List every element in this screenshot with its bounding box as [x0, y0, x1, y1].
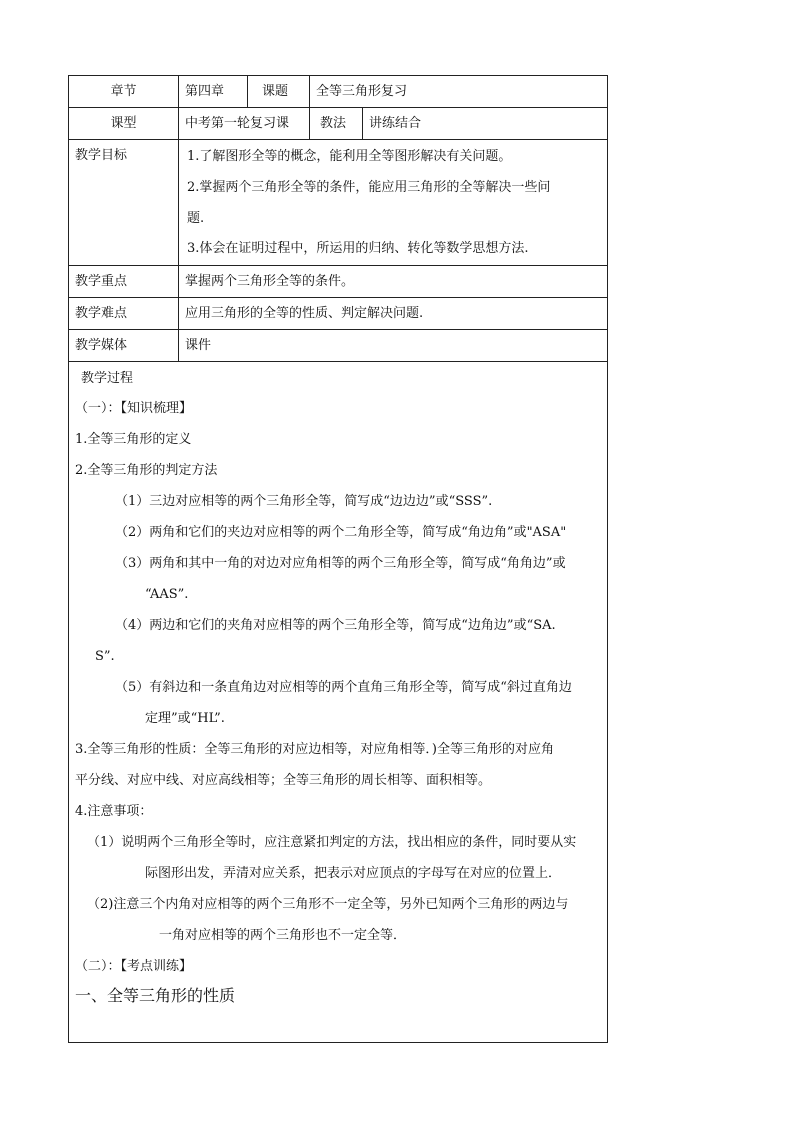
media-row — [69, 330, 607, 362]
objectives-row — [69, 140, 607, 266]
process-line: S”. — [95, 649, 115, 664]
topic-label: 课题 — [248, 76, 310, 107]
objective-item: 2.掌握两个三角形全等的条件，能应用三角形的全等解决一些问 — [187, 180, 551, 195]
difficulty-value: 应用三角形的全等的性质、判定解决问题. — [185, 306, 424, 321]
teaching-process — [69, 362, 607, 1042]
objective-item: 题. — [187, 211, 205, 226]
process-line: 一角对应相等的两个三角形也不一定全等． — [159, 928, 407, 943]
method-label: 教法 — [310, 108, 363, 139]
process-heading: 教学过程 — [81, 371, 134, 386]
process-line: 际图形出发，弄清对应关系，把表示对应顶点的字母写在对应的位置上． — [145, 866, 562, 881]
process-line: （一）：【知识梳理】 — [75, 401, 193, 416]
section-heading: 一、全等三角形的性质 — [75, 986, 236, 1005]
lesson-type-value: 中考第一轮复习课 — [179, 108, 310, 139]
chapter-label: 章节 — [69, 76, 179, 107]
key-point-label: 教学重点 — [69, 266, 179, 297]
objectives-label: 教学目标 — [69, 140, 179, 265]
process-line: （2）两角和它们的夹边对应相等的两个二角形全等，简写成“角边角”或"ASA" — [115, 525, 567, 540]
process-line: 2.全等三角形的判定方法 — [75, 463, 218, 478]
process-line: （二）：【考点训练】 — [75, 959, 193, 974]
process-line: 定理”或“HL”. — [145, 711, 225, 726]
process-line: 1.全等三角形的定义 — [75, 432, 192, 447]
process-line: （1）说明两个三角形全等时，应注意紧扣判定的方法，找出相应的条件，同时要从实 — [87, 835, 577, 850]
process-line: （5）有斜边和一条直角边对应相等的两个直角三角形全等，简写成“斜过直角边 — [115, 680, 572, 695]
topic-value: 全等三角形复习 — [316, 84, 408, 99]
process-line: （3）两角和其中一角的对边对应角相等的两个三角形全等，简写成“角角边”或 — [115, 556, 566, 571]
difficulty-row — [69, 298, 607, 330]
objective-item: 3.体会在证明过程中，所运用的归纳、转化等数学思想方法. — [187, 241, 529, 256]
process-line: 4.注意事项： — [75, 804, 153, 819]
lesson-type-label: 课型 — [69, 108, 179, 139]
process-line: “AAS”. — [145, 587, 189, 602]
chapter-value: 第四章 — [179, 76, 248, 107]
media-label: 教学媒体 — [69, 330, 179, 361]
header-row-1 — [69, 76, 607, 108]
process-line: （4）两边和它们的夹角对应相等的两个三角形全等，简写成“边角边”或“SA. — [115, 618, 556, 633]
media-value: 课件 — [185, 338, 212, 353]
key-point-value: 掌握两个三角形全等的条件。 — [185, 274, 355, 289]
objective-item: 1.了解图形全等的概念，能利用全等图形解决有关问题。 — [187, 149, 512, 164]
key-point-row — [69, 266, 607, 298]
method-value: 讲练结合 — [369, 116, 422, 131]
process-line: 平分线、对应中线、对应高线相等；全等三角形的周长相等、面积相等。 — [75, 773, 492, 788]
process-line: （2)注意三个内角对应相等的两个三角形不一定全等，另外已知两个三角形的两边与 — [87, 897, 569, 912]
process-line: 3.全等三角形的性质：全等三角形的对应边相等，对应角相等．)全等三角形的对应角 — [75, 742, 554, 757]
header-row-2 — [69, 108, 607, 140]
objectives-content — [179, 140, 607, 265]
lesson-plan-table — [68, 75, 608, 1043]
process-line: （1）三边对应相等的两个三角形全等，简写成“边边边”或“SSS”. — [115, 494, 493, 509]
difficulty-label: 教学难点 — [69, 298, 179, 329]
